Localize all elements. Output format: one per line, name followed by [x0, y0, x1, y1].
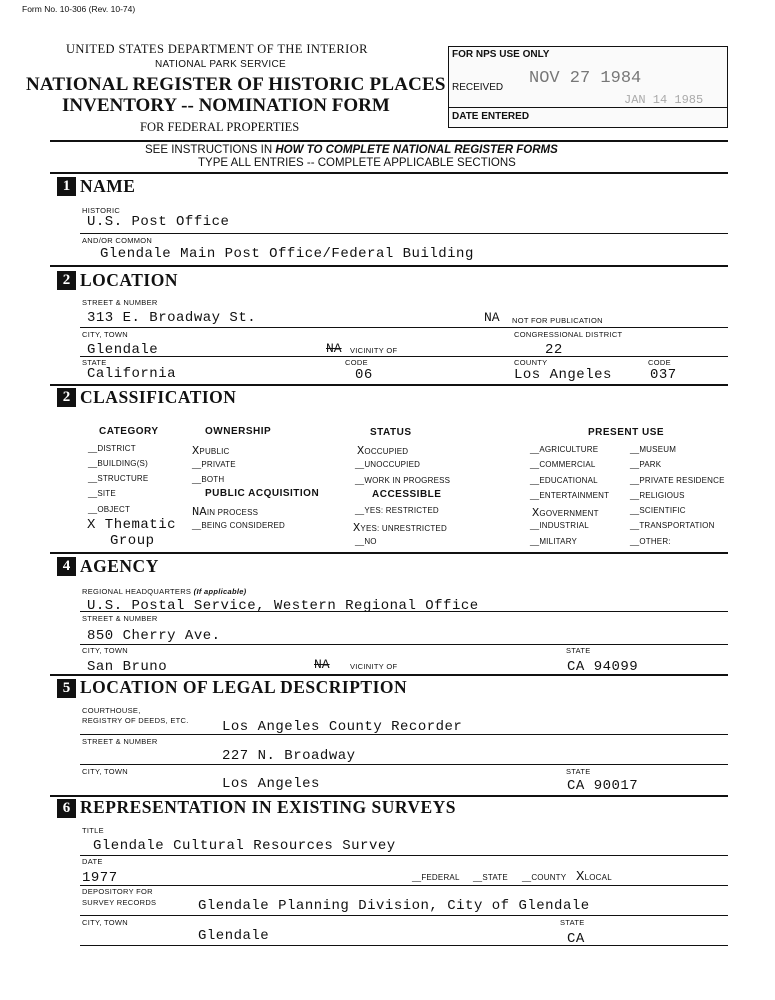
historic-label: HISTORIC — [82, 206, 121, 215]
status-unoccupied[interactable]: __UNOCCUPIED — [355, 460, 421, 469]
vicinity-label: VICINITY OF — [350, 346, 398, 355]
agency-city: San Bruno — [87, 659, 168, 675]
ownership-heading: OWNERSHIP — [205, 426, 272, 437]
acquisition-in-process[interactable]: NAIN PROCESS — [192, 505, 259, 519]
courthouse-label: COURTHOUSE, — [82, 706, 141, 715]
section-title-classification: CLASSIFICATION — [80, 387, 237, 407]
category-object[interactable]: __OBJECT — [88, 505, 131, 514]
congressional-district-label: CONGRESSIONAL DISTRICT — [514, 330, 623, 339]
use-private-residence[interactable]: __PRIVATE RESIDENCE — [630, 476, 725, 485]
vicinity-mark: NA — [326, 341, 342, 356]
legal-state-label: STATE — [566, 767, 591, 776]
category-site[interactable]: __SITE — [88, 489, 116, 498]
use-commercial[interactable]: __COMMERCIAL — [530, 460, 596, 469]
county-code-label: CODE — [648, 358, 671, 367]
section-title-agency: AGENCY — [80, 556, 159, 576]
agency-vicinity-mark: NA — [314, 657, 330, 672]
level-local[interactable]: XLOCAL — [576, 869, 612, 885]
survey-city-label: CITY, TOWN — [82, 918, 128, 927]
level-federal[interactable]: __FEDERAL — [412, 873, 460, 882]
survey-state-label: STATE — [560, 918, 585, 927]
agency-street-label: STREET & NUMBER — [82, 614, 158, 623]
nps-use-box — [448, 46, 728, 128]
unrestricted-checkmark: X — [353, 521, 361, 535]
instructions-link-title: HOW TO COMPLETE NATIONAL REGISTER FORMS — [275, 144, 558, 156]
instructions-line1 — [145, 144, 558, 156]
in-process-mark: NA — [192, 505, 207, 519]
legal-city: Los Angeles — [222, 776, 320, 792]
use-government[interactable]: XGOVERNMENT — [532, 506, 599, 520]
category-structure[interactable]: __STRUCTURE — [88, 474, 149, 483]
use-museum[interactable]: __MUSEUM — [630, 445, 677, 454]
survey-date: 1977 — [82, 870, 118, 886]
not-for-publication-mark: NA — [484, 310, 500, 325]
category-other-thematic: X Thematic — [87, 517, 177, 533]
section-number-3: 2 — [57, 388, 76, 407]
use-industrial[interactable]: __INDUSTRIAL — [530, 521, 589, 530]
section-title-existing-surveys: REPRESENTATION IN EXISTING SURVEYS — [80, 797, 457, 817]
agency-vicinity-label: VICINITY OF — [350, 662, 398, 671]
entered-stamp: JAN 14 1985 — [624, 93, 704, 107]
legal-street-label: STREET & NUMBER — [82, 737, 158, 746]
instructions-line2: TYPE ALL ENTRIES -- COMPLETE APPLICABLE SECTIONS — [198, 157, 516, 169]
use-religious[interactable]: __RELIGIOUS — [630, 491, 685, 500]
use-educational[interactable]: __EDUCATIONAL — [530, 476, 598, 485]
section-number-4: 4 — [57, 557, 76, 576]
category-district[interactable]: __DISTRICT — [88, 444, 136, 453]
accessible-heading: ACCESSIBLE — [372, 489, 442, 500]
level-county[interactable]: __COUNTY — [522, 873, 567, 882]
use-park[interactable]: __PARK — [630, 460, 662, 469]
county-code: 037 — [650, 367, 677, 383]
historic-name: U.S. Post Office — [87, 214, 230, 230]
instructions-prefix: SEE INSTRUCTIONS IN — [145, 144, 273, 156]
common-name: Glendale Main Post Office/Federal Building — [100, 246, 474, 262]
local-checkmark: X — [576, 869, 585, 885]
section-number-6: 6 — [57, 799, 76, 818]
county: Los Angeles — [514, 367, 612, 383]
depository-label-2: SURVEY RECORDS — [82, 898, 157, 907]
agency-street: 850 Cherry Ave. — [87, 628, 221, 644]
public-acquisition-heading: PUBLIC ACQUISITION — [205, 488, 320, 499]
ownership-public[interactable]: XPUBLIC — [192, 444, 230, 458]
street-address: 313 E. Broadway St. — [87, 310, 257, 326]
depository: Glendale Planning Division, City of Glendale — [198, 898, 590, 914]
common-name-label: AND/OR COMMON — [82, 236, 153, 245]
legal-street: 227 N. Broadway — [222, 748, 356, 764]
use-military[interactable]: __MILITARY — [530, 537, 578, 546]
accessible-no[interactable]: __NO — [355, 537, 377, 546]
congressional-district: 22 — [545, 342, 563, 358]
use-agriculture[interactable]: __AGRICULTURE — [530, 445, 599, 454]
county-label: COUNTY — [514, 358, 548, 367]
survey-date-label: DATE — [82, 857, 103, 866]
regional-headquarters: U.S. Postal Service, Western Regional Office — [87, 598, 479, 614]
department-name: UNITED STATES DEPARTMENT OF THE INTERIOR — [66, 42, 368, 56]
state-code-label: CODE — [345, 358, 368, 367]
state-code: 06 — [355, 367, 373, 383]
use-entertainment[interactable]: __ENTERTAINMENT — [530, 491, 610, 500]
form-subtitle: FOR FEDERAL PROPERTIES — [140, 120, 300, 134]
agency-state: CA 94099 — [567, 659, 639, 675]
survey-state: CA — [567, 931, 585, 947]
registry-label: REGISTRY OF DEEDS, ETC. — [82, 716, 189, 725]
service-name: NATIONAL PARK SERVICE — [155, 59, 286, 70]
section-title-name: NAME — [80, 176, 136, 196]
form-title-line1: NATIONAL REGISTER OF HISTORIC PLACES — [26, 74, 446, 95]
regional-hq-label: REGIONAL HEADQUARTERS (If applicable) — [82, 587, 247, 596]
acquisition-being-considered[interactable]: __BEING CONSIDERED — [192, 521, 285, 530]
use-transportation[interactable]: __TRANSPORTATION — [630, 521, 715, 530]
status-occupied[interactable]: XOCCUPIED — [357, 444, 409, 458]
ownership-both[interactable]: __BOTH — [192, 475, 225, 484]
state-label: STATE — [82, 358, 107, 367]
accessible-restricted[interactable]: __YES: RESTRICTED — [355, 506, 439, 515]
city: Glendale — [87, 342, 159, 358]
category-buildings[interactable]: __BUILDING(S) — [88, 459, 148, 468]
form-title-line2: INVENTORY -- NOMINATION FORM — [62, 95, 390, 116]
section-title-legal-description: LOCATION OF LEGAL DESCRIPTION — [80, 677, 408, 697]
present-use-heading: PRESENT USE — [588, 427, 665, 438]
category-other-group: Group — [110, 533, 155, 549]
registry-of-deeds: Los Angeles County Recorder — [222, 719, 463, 735]
section-number-1: 1 — [57, 177, 76, 196]
agency-city-label: CITY, TOWN — [82, 646, 128, 655]
survey-title: Glendale Cultural Resources Survey — [93, 838, 396, 854]
received-label: RECEIVED — [452, 82, 504, 93]
status-heading: STATUS — [370, 427, 412, 438]
survey-title-label: TITLE — [82, 826, 104, 835]
ownership-private[interactable]: __PRIVATE — [192, 460, 236, 469]
legal-city-label: CITY, TOWN — [82, 767, 128, 776]
section-title-location: LOCATION — [80, 270, 178, 290]
use-scientific[interactable]: __SCIENTIFIC — [630, 506, 686, 515]
legal-state: CA 90017 — [567, 778, 639, 794]
accessible-unrestricted[interactable]: XYES: UNRESTRICTED — [353, 521, 447, 535]
occupied-checkmark: X — [357, 444, 365, 458]
level-state[interactable]: __STATE — [473, 873, 508, 882]
agency-state-label: STATE — [566, 646, 591, 655]
section-number-5: 5 — [57, 679, 76, 698]
form-number: Form No. 10-306 (Rev. 10-74) — [22, 4, 136, 14]
state: California — [87, 366, 177, 382]
survey-city: Glendale — [198, 928, 270, 944]
received-stamp: NOV 27 1984 — [529, 69, 642, 88]
use-other[interactable]: __OTHER: — [630, 537, 671, 546]
category-heading: CATEGORY — [99, 426, 159, 437]
city-town-label: CITY, TOWN — [82, 330, 128, 339]
section-number-2: 2 — [57, 271, 76, 290]
government-checkmark: X — [532, 506, 540, 520]
public-checkmark: X — [192, 444, 200, 458]
not-for-publication-label: NOT FOR PUBLICATION — [512, 316, 603, 325]
street-number-label: STREET & NUMBER — [82, 298, 158, 307]
depository-label-1: DEPOSITORY FOR — [82, 887, 153, 896]
date-entered-label: DATE ENTERED — [452, 111, 530, 122]
nps-box-heading: FOR NPS USE ONLY — [452, 49, 550, 60]
status-work-in-progress[interactable]: __WORK IN PROGRESS — [355, 476, 451, 485]
